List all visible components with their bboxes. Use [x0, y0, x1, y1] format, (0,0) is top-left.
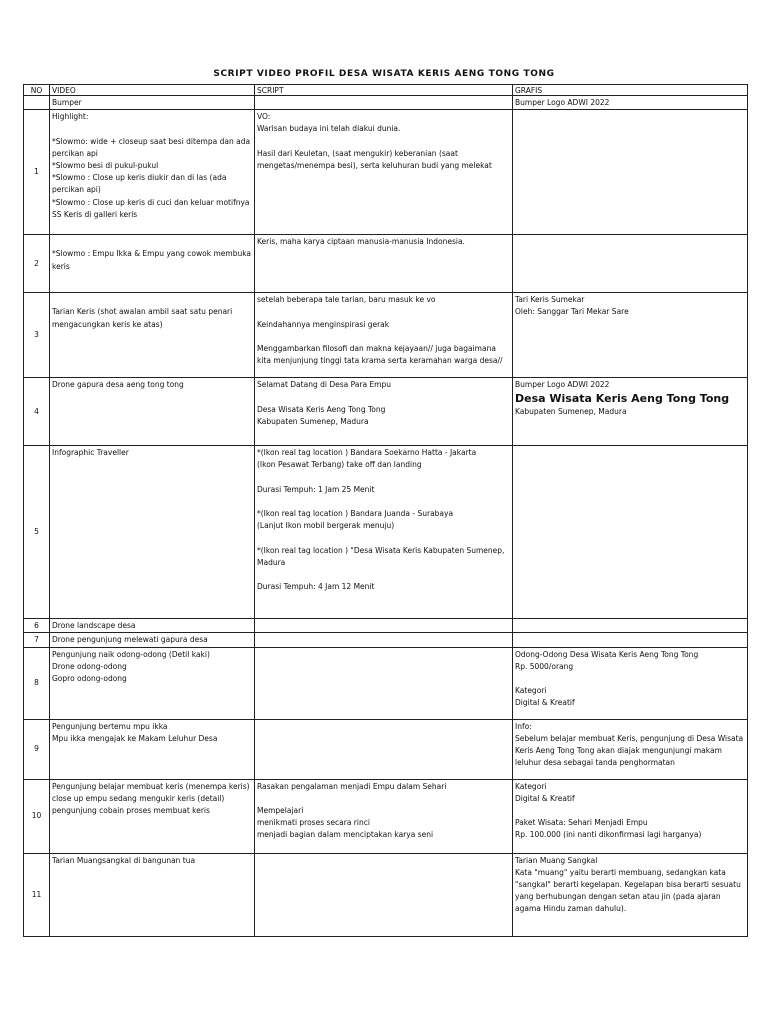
cell-line: Pengunjung bertemu mpu ikka [52, 721, 168, 731]
cell-line: VO: [257, 112, 271, 122]
cell-line: Infographic Traveller [52, 448, 129, 458]
cell-line: setelah beberapa tale tarian, baru masuk ke vo [257, 295, 436, 305]
row-number [24, 96, 50, 110]
row-number: 5 [24, 446, 50, 619]
cell-line: *Slowmo : Close up keris diukir dan di las (ada percikan api) [52, 173, 227, 195]
script-cell [255, 719, 513, 779]
cell-line [515, 673, 745, 685]
header-script: SCRIPT [255, 85, 513, 96]
table-row [24, 235, 748, 293]
header-no: NO [24, 85, 50, 96]
cell-line: Paket Wisata: Sehari Menjadi Empu [515, 818, 648, 828]
cell-line [52, 236, 252, 248]
cell-line: Mpu ikka mengajak ke Makam Leluhur Desa [52, 733, 218, 743]
grafis-cell [513, 110, 748, 235]
cell-line: Bumper [52, 98, 82, 107]
cell-line: Drone landscape desa [52, 621, 136, 631]
cell-line: Info: [515, 721, 532, 731]
cell-line: Bumper Logo ADWI 2022 [515, 98, 610, 107]
row-number: 6 [24, 619, 50, 633]
cell-line: Oleh: Sanggar Tari Mekar Sare [515, 307, 629, 317]
script-cell [255, 633, 513, 647]
cell-line: Tarian Muang Sangkal [515, 855, 598, 865]
cell-line: Kategori [515, 781, 547, 791]
table-row [24, 719, 748, 779]
grafis-cell [513, 619, 748, 633]
cell-line: Kategori [515, 686, 547, 696]
grafis-cell [513, 719, 748, 779]
video-cell [50, 110, 255, 235]
cell-line: Rp. 5000/orang [515, 661, 574, 671]
grafis-cell [513, 378, 748, 446]
cell-line: (Lanjut Ikon mobil bergerak menuju) [257, 521, 395, 531]
cell-line [257, 306, 510, 318]
cell-line: Highlight: [52, 112, 89, 122]
script-cell [255, 293, 513, 378]
cell-line: *Slowmo besi di pukul-pukul [52, 161, 159, 170]
cell-line [52, 123, 252, 135]
cell-line [257, 793, 510, 805]
header-grafis: GRAFIS [513, 85, 748, 96]
grafis-cell [513, 293, 748, 378]
cell-line: Hasil dari Keuletan, (saat mengukir) keberanian (saat mengetas/menempa besi), serta keluhuran budi yang melekat [257, 148, 492, 170]
table-row [24, 293, 748, 378]
row-number: 11 [24, 853, 50, 936]
row-number: 10 [24, 779, 50, 853]
cell-line: Kabupaten Sumenep, Madura [257, 416, 369, 426]
grafis-cell [513, 633, 748, 647]
cell-line [257, 331, 510, 343]
video-cell [50, 619, 255, 633]
cell-line: Mempelajari [257, 806, 304, 815]
cell-line: menjadi bagian dalam menciptakan karya seni [257, 830, 434, 840]
video-cell [50, 446, 255, 619]
cell-line: *(Ikon real tag location ) "Desa Wisata Keris Kabupaten Sumenep, Madura [257, 545, 505, 567]
cell-line: menikmati proses secara rinci [257, 818, 370, 828]
cell-line: Sebelum belajar membuat Keris, pengunjung di Desa Wisata Keris Aeng Tong Tong akan diajak mengunjungi makam leluhur desa sebagai tanda penghormatan [515, 733, 744, 768]
table-row [24, 619, 748, 633]
cell-line: Pengunjung naik odong-odong (Detil kaki) [52, 649, 210, 659]
video-cell [50, 235, 255, 293]
table-row [24, 779, 748, 853]
video-cell [50, 293, 255, 378]
cell-line: *Slowmo : Close up keris di cuci dan keluar motifnya [52, 197, 250, 207]
grafis-highlight-title: Desa Wisata Keris Aeng Tong Tong [515, 392, 730, 406]
cell-line: Digital & Kreatif [515, 793, 575, 803]
cell-line: Drone gapura desa aeng tong tong [52, 380, 184, 390]
script-cell [255, 96, 513, 110]
script-cell [255, 647, 513, 719]
row-number: 2 [24, 235, 50, 293]
cell-line: *(Ikon real tag location ) Bandara Soekarno Hatta - Jakarta [257, 448, 477, 458]
cell-line: Keindahannya menginspirasi gerak [257, 319, 390, 329]
cell-line: Digital & Kreatif [515, 698, 575, 708]
table-row [24, 110, 748, 235]
table-row [24, 853, 748, 936]
cell-line: *Slowmo: wide + closeup saat besi ditempa dan ada percikan api [52, 136, 251, 158]
cell-line: Durasi Tempuh: 4 Jam 12 Menit [257, 582, 375, 592]
grafis-cell [513, 96, 748, 110]
table-row [24, 446, 748, 619]
cell-line: Kata "muang" yaitu berarti membuang, sedangkan kata "sangkal" berarti kegelapan. Kegelapan bisa berarti sesuatu yang berhubungan dengan setan atau jin (pada ajaran agama Hindu zaman dahulu). [515, 867, 741, 914]
script-cell [255, 779, 513, 853]
cell-line: Rasakan pengalaman menjadi Empu dalam Sehari [257, 781, 447, 791]
table-header-row [24, 85, 748, 96]
cell-line: Selamat Datang di Desa Para Empu [257, 380, 391, 390]
cell-line: Durasi Tempuh: 1 Jam 25 Menit [257, 484, 375, 494]
table-row [24, 647, 748, 719]
cell-line: Drone pengunjung melewati gapura desa [52, 635, 208, 645]
video-cell [50, 378, 255, 446]
cell-line: Odong-Odong Desa Wisata Keris Aeng Tong Tong [515, 649, 699, 659]
cell-line [257, 391, 510, 403]
cell-line: Pengunjung belajar membuat keris (menempa keris) [52, 781, 250, 791]
row-number: 7 [24, 633, 50, 647]
header-video: VIDEO [50, 85, 255, 96]
video-cell [50, 647, 255, 719]
table-row [24, 378, 748, 446]
script-cell [255, 619, 513, 633]
video-cell [50, 779, 255, 853]
script-cell [255, 378, 513, 446]
grafis-cell [513, 446, 748, 619]
cell-line [52, 294, 252, 306]
row-number: 4 [24, 378, 50, 446]
cell-line: Kabupaten Sumenep, Madura [515, 407, 627, 417]
cell-line: *(Ikon real tag location ) Bandara Juanda - Surabaya [257, 509, 454, 519]
cell-line [257, 533, 510, 545]
cell-line: Desa Wisata Keris Aeng Tong Tong [257, 404, 386, 414]
cell-line: Bumper Logo ADWI 2022 [515, 380, 610, 390]
document-title: SCRIPT VIDEO PROFIL DESA WISATA KERIS AENG TONG TONG [213, 69, 555, 79]
cell-line [257, 569, 510, 581]
cell-line: SS Keris di galleri keris [52, 209, 138, 219]
cell-line: Rp. 100.000 (ini nanti dikonfirmasi lagi harganya) [515, 830, 702, 840]
script-cell [255, 446, 513, 619]
cell-line: pengunjung cobain proses membuat keris [52, 806, 210, 816]
cell-line: Warisan budaya ini telah diakui dunia. [257, 124, 401, 134]
table-row [24, 96, 748, 110]
cell-line: Tarian Keris (shot awalan ambil saat satu penari mengacungkan keris ke atas) [52, 307, 233, 329]
script-cell [255, 235, 513, 293]
grafis-cell [513, 647, 748, 719]
cell-line: Tarian Muangsangkal di bangunan tua [52, 855, 196, 865]
video-cell [50, 96, 255, 110]
row-number: 8 [24, 647, 50, 719]
row-number: 3 [24, 293, 50, 378]
grafis-cell [513, 235, 748, 293]
video-cell [50, 853, 255, 936]
script-table [23, 84, 748, 937]
script-cell [255, 853, 513, 936]
cell-line: close up empu sedang mengukir keris (detail) [52, 793, 225, 803]
video-cell [50, 633, 255, 647]
cell-line: Gopro odong-odong [52, 674, 127, 684]
cell-line: Keris, maha karya ciptaan manusia-manusia Indonesia. [257, 237, 465, 247]
cell-line: Drone odong-odong [52, 661, 127, 671]
cell-line [257, 472, 510, 484]
script-cell [255, 110, 513, 235]
cell-line [257, 496, 510, 508]
cell-line [515, 805, 745, 817]
cell-line: Tari Keris Sumekar [515, 295, 585, 305]
grafis-cell [513, 779, 748, 853]
grafis-cell [513, 853, 748, 936]
video-cell [50, 719, 255, 779]
cell-line: *Slowmo : Empu Ikka & Empu yang cowok membuka keris [52, 249, 252, 271]
row-number: 1 [24, 110, 50, 235]
table-row [24, 633, 748, 647]
row-number: 9 [24, 719, 50, 779]
cell-line: Menggambarkan filosofi dan makna kejayaan// juga bagaimana kita menjunjung tinggi tata krama serta keramahan warga desa// [257, 343, 503, 366]
cell-line: (Ikon Pesawat Terbang) take off dan landing [257, 460, 422, 470]
cell-line [257, 136, 510, 148]
